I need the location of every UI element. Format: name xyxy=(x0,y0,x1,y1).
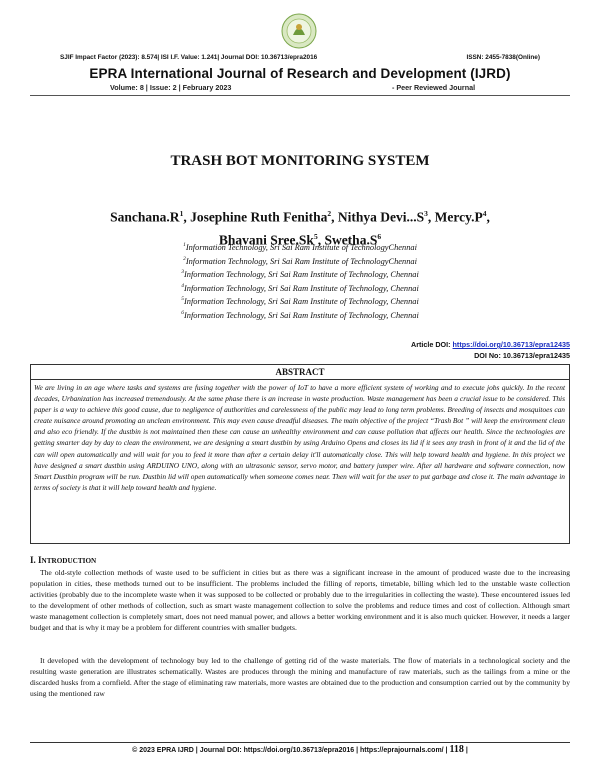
affiliation xyxy=(0,294,600,308)
affiliation-sup: 5 xyxy=(181,296,184,302)
article-doi-link[interactable]: https://doi.org/10.36713/epra12435 xyxy=(452,340,570,349)
author-name: Bhavani Sree.Sk xyxy=(218,232,314,247)
affiliation-sup: 2 xyxy=(183,255,186,262)
affiliation-sup: 3 xyxy=(181,269,184,275)
author-separator: , xyxy=(317,232,325,247)
volume-issue: Volume: 8 | Issue: 2 | February 2023 xyxy=(110,83,232,92)
author-affiliation-sup: 1 xyxy=(179,209,184,218)
header-divider xyxy=(30,95,570,96)
author-line-1 xyxy=(70,204,530,227)
affiliation-list xyxy=(0,240,600,321)
affiliation xyxy=(0,281,600,295)
author-name: Nithya Devi...S xyxy=(337,209,425,225)
author-name: Sanchana.R xyxy=(110,209,180,225)
section-heading-introduction xyxy=(30,555,96,565)
section-heading-num: I. I xyxy=(30,555,42,565)
author-affiliation-sup: 6 xyxy=(377,231,382,241)
affiliation-sup: 6 xyxy=(181,309,184,316)
intro-paragraph-1: The old-style collection methods of waste used to be sufficient in cities but as there was a significant increase in the amount of produced waste due to the increasing population in cities, these methods turned out to be insufficient. The problems included the filling of reports, timetable, billing which led to the unstable waste collection activities (probably due to the incomplete waste when it was supposed to be collected or probably due to the irregularities in collecting the waste). These encountered issues led to the development of other methods of collection, such as smart waste management collection to solve the problems and reduce times and cost of collection. Although smart waste management collection is completely smart, does not need manual power, and allows a better working environment and it is also much quicker. However, it needs a larger budget and that is why it may be a problem for different countries with smaller budgets. xyxy=(30,568,570,632)
page-number: 118 xyxy=(449,744,464,755)
footer-divider xyxy=(30,742,570,743)
abstract-heading: ABSTRACT xyxy=(31,365,569,380)
author-affiliation-sup: 4 xyxy=(482,209,487,218)
footer-text: © 2023 EPRA IJRD | Journal DOI: https://doi.org/10.36713/epra2016 | https://eprajournals.com/ | xyxy=(132,747,448,754)
author-separator: , xyxy=(183,209,191,225)
author-affiliation-sup: 5 xyxy=(313,231,318,241)
affiliation xyxy=(0,240,600,254)
doi-number: DOI No: 10.36713/epra12435 xyxy=(474,351,570,360)
affiliation-text: Information Technology, Sri Sai Ram Institute of TechnologyChennai xyxy=(185,256,417,266)
article-doi xyxy=(411,339,570,350)
author-affiliation-sup: 2 xyxy=(327,209,332,218)
footer xyxy=(0,744,600,755)
affiliation-text: Information Technology, Sri Sai Ram Institute of Technology, Chennai xyxy=(183,296,419,306)
issn-text: ISSN: 2455-7838(Online) xyxy=(466,54,540,61)
footer-end: | xyxy=(463,747,468,754)
author-separator: , xyxy=(427,209,435,225)
author-name: Swetha.S xyxy=(324,232,378,247)
affiliation xyxy=(0,308,600,322)
journal-title: EPRA International Journal of Research and Development (IJRD) xyxy=(89,66,511,81)
affiliation xyxy=(0,267,600,281)
affiliation-sup: 4 xyxy=(181,282,184,289)
impact-factor-text: SJIF Impact Factor (2023): 8.574| ISI I.F. Value: 1.241| Journal DOI: 10.36713/epra2016 xyxy=(60,54,318,61)
author-name: Mercy.P xyxy=(434,209,483,225)
author-separator: , xyxy=(486,209,490,225)
paper-title: TRASH BOT MONITORING SYSTEM xyxy=(170,153,430,169)
affiliation-text: Information Technology, Sri Sai Ram Institute of TechnologyChennai xyxy=(185,242,417,252)
author-name: Josephine Ruth Fenitha xyxy=(190,209,328,225)
abstract-box xyxy=(30,364,570,544)
affiliation-sup: 1 xyxy=(183,242,186,248)
author-separator: , xyxy=(331,209,338,225)
affiliation-text: Information Technology, Sri Sai Ram Institute of Technology, Chennai xyxy=(183,269,419,279)
affiliation-text: Information Technology, Sri Sai Ram Institute of Technology, Chennai xyxy=(183,310,419,320)
abstract-text: We are living in an age where tasks and systems are fusing together with the power of IoT to have a more efficient system of working and to execute jobs quickly. In the recent decades, Urbanization has increased tremendously. At the same phase there is an increase in waste production. Waste management has been a crucial issue to be considered. This paper is a way to achieve this good cause, due to negligence of authorities and carelessness of the public may lead to long term problems. Breeding of insects and mosquitoes can create nuisance around promoting an unclean environment. This may even cause dreadful diseases. The main objective of the project “Trash Bot ” will keep the environment clean and also eco friendly. If the dustbin is not maintained then these can cause an unhealthy environment and can cause pollution that affects our health. Since the technologies are getting smarter day by day to clean the environment, we are designing a smart dustbin by using Arduino Opens and closes its lid if it sees any trash in front of it and the lid of the can will open automatically and will wait for you to feed it more than after a certain delay it'll automatically close. This will help toward health and hygiene. In this project we have designed a smart dustbin using ARDUINO UNO, along with an ultrasonic sensor, servo motor, and battery jumper wire. After all hardware and software connection, now Smart Dustbin program will be run. Dustbin lid will open automatically when someone comes near. Then will wait for the user to put garbage and close it. The main advantage in terms of society is that it will help toward health and hygiene. xyxy=(34,383,565,492)
article-doi-label: Article DOI: xyxy=(411,340,453,349)
intro-paragraph-2: It developed with the development of technology buy led to the challenge of getting rid of the waste materials. The flow of materials in a technological society and the resulting waste generation are illustrates schematically. Wastes are produces through the mining and manufacture of raw materials, such as the tailings from a mine or the discarded husks from a cornfield. After the stage of eliminating raw materials, more wastes are obtained due to the production and consumption carried out by the community by using the mentioned raw xyxy=(30,656,570,698)
affiliation xyxy=(0,254,600,268)
affiliation-text: Information Technology, Sri Sai Ram Institute of Technology, Chennai xyxy=(183,283,419,293)
section-heading-rest: NTRODUCTION xyxy=(41,557,97,565)
author-affiliation-sup: 3 xyxy=(424,209,428,218)
peer-reviewed-label: - Peer Reviewed Journal xyxy=(392,83,476,92)
doi-block xyxy=(411,339,570,361)
journal-meta-line xyxy=(60,54,540,61)
journal-logo-icon xyxy=(281,13,317,49)
